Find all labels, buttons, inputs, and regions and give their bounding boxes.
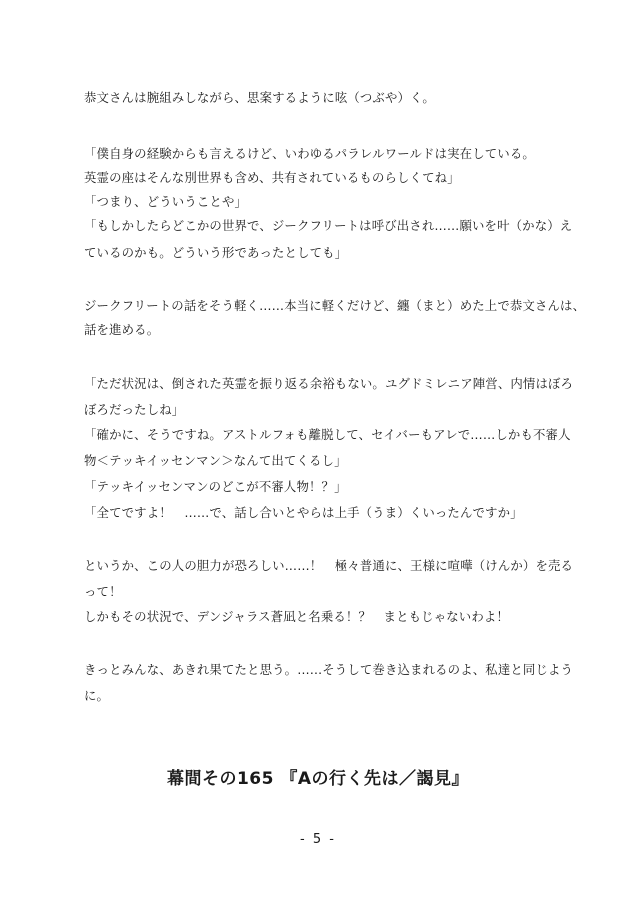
dialogue-line: 「確かに、そうですね。アストルフォも離脱して、セイバーもアレで……しかも不審人 <box>84 427 571 442</box>
paragraph-line: 恭文さんは腕組みしながら、思案するように呟（つぶや）く。 <box>84 90 435 105</box>
paragraph-line: って！ <box>84 584 122 599</box>
dialogue-line: 「つまり、どういうことや」 <box>84 194 248 209</box>
dialogue-line: ぼろだったしね」 <box>84 402 185 417</box>
paragraph-line: に。 <box>84 688 110 703</box>
dialogue-line: 「もしかしたらどこかの世界で、ジークフリートは呼び出され……願いを叶（かな）え <box>84 218 573 233</box>
paragraph-line: ジークフリートの話をそう軽く……本当に軽くだけど、纏（まと）めた上で恭文さんは、 <box>84 298 586 313</box>
dialogue-line: 物＜テッキイッセンマン＞なんて出てくるし」 <box>84 453 347 468</box>
dialogue-line: 英霊の座はそんな別世界も含め、共有されているものらしくてね」 <box>84 170 460 185</box>
dialogue-line: 「全てですよ！ ……で、話し合いとやらは上手（うま）くいったんですか」 <box>84 505 523 520</box>
paragraph-line: 話を進める。 <box>84 322 160 337</box>
page-number: - 5 - <box>300 832 336 847</box>
dialogue-line: 「僕自身の経験からも言えるけど、いわゆるパラレルワールドは実在している。 <box>84 146 535 161</box>
paragraph-line: きっとみんな、あきれ果てたと思う。……そうして巻き込まれるのよ、私達と同じよう <box>84 662 574 677</box>
dialogue-line: ているのかも。どういう形であったとしても」 <box>84 245 348 260</box>
chapter-heading: 幕間その165 『Aの行く先は／謁見』 <box>166 769 470 789</box>
dialogue-line: 「ただ状況は、倒された英霊を振り返る余裕もない。ユグドミレニア陣営、内情はぼろ <box>84 376 574 391</box>
dialogue-line: 「テッキイッセンマンのどこが不審人物！？」 <box>84 479 347 494</box>
paragraph-line: しかもその状況で、デンジャラス蒼凪と名乗る！？ まともじゃないわよ！ <box>84 609 509 624</box>
paragraph-line: というか、この人の胆力が恐ろしい……！ 極々普通に、王様に喧嘩（けんか）を売る <box>84 558 574 573</box>
